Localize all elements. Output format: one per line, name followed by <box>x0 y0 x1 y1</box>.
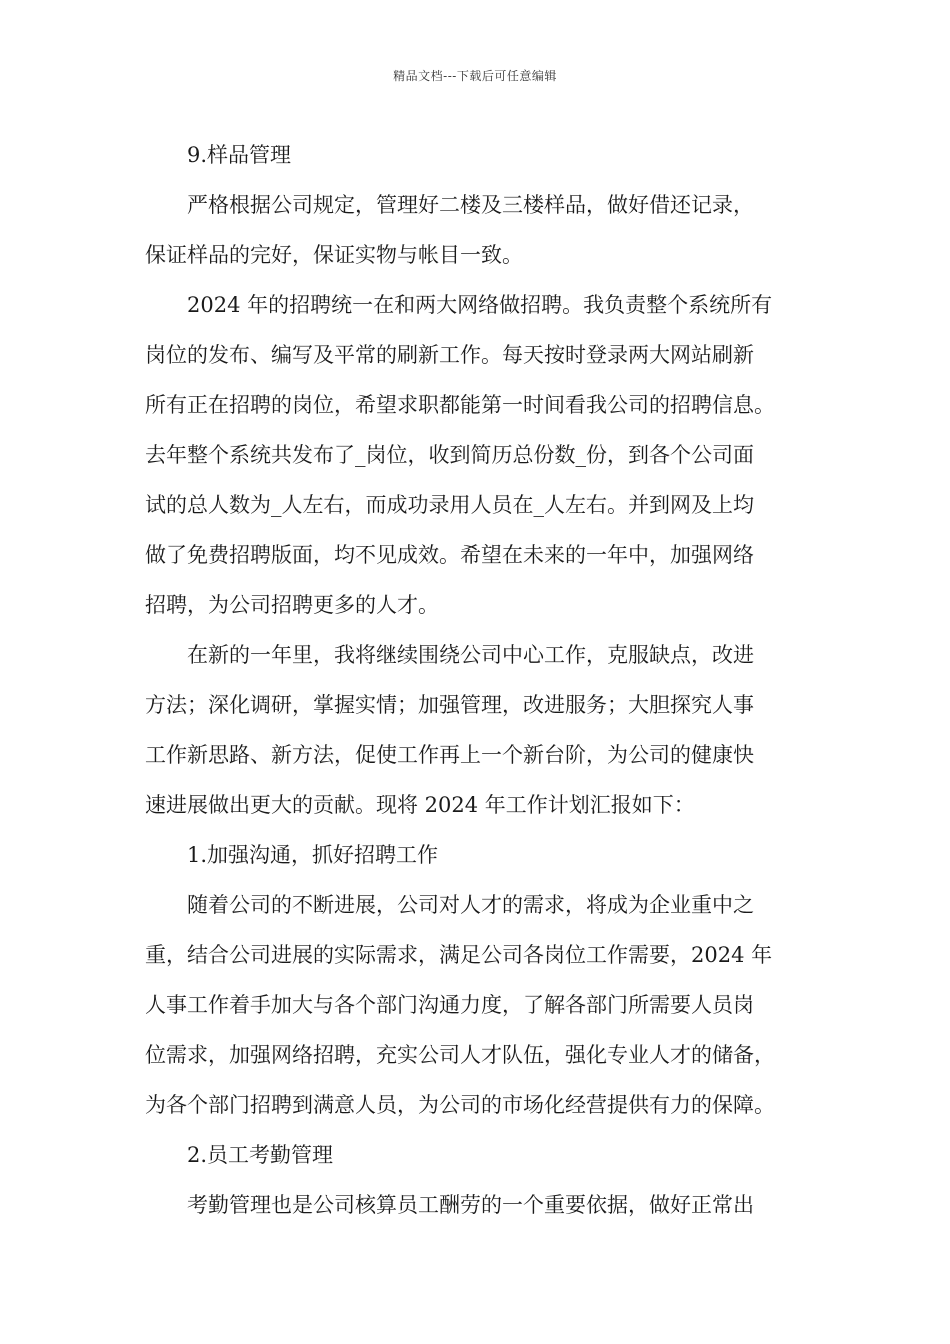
text-line: 去年整个系统共发布了_岗位，收到简历总份数_份，到各个公司面 <box>145 443 754 467</box>
paragraph <box>145 180 815 280</box>
paragraph <box>145 130 815 180</box>
section-heading: 1.加强沟通，抓好招聘工作 <box>187 843 439 867</box>
paragraph <box>145 280 815 630</box>
section-heading: 9.样品管理 <box>187 143 292 167</box>
document-body <box>145 130 815 1230</box>
text-line: 2024 年的招聘统一在和两大网络做招聘。我负责整个系统所有 <box>187 293 773 317</box>
paragraph <box>145 1130 815 1180</box>
text-line: 位需求，加强网络招聘，充实公司人才队伍，强化专业人才的储备， <box>145 1043 775 1067</box>
text-line: 岗位的发布、编写及平常的刷新工作。每天按时登录两大网站刷新 <box>145 343 754 367</box>
text-line: 保证样品的完好，保证实物与帐目一致。 <box>145 243 523 267</box>
paragraph <box>145 880 815 1130</box>
text-line: 做了免费招聘版面，均不见成效。希望在未来的一年中，加强网络 <box>145 543 754 567</box>
paragraph <box>145 630 815 830</box>
text-line: 招聘，为公司招聘更多的人才。 <box>145 593 439 617</box>
text-line: 为各个部门招聘到满意人员，为公司的市场化经营提供有力的保障。 <box>145 1093 775 1117</box>
text-line: 随着公司的不断进展，公司对人才的需求，将成为企业重中之 <box>187 893 754 917</box>
text-line: 重，结合公司进展的实际需求，满足公司各岗位工作需要，2024 年 <box>145 943 773 967</box>
paragraph <box>145 830 815 880</box>
section-heading: 2.员工考勤管理 <box>187 1143 334 1167</box>
text-line: 在新的一年里，我将继续围绕公司中心工作，克服缺点，改进 <box>187 643 754 667</box>
page-header: 精品文档---下载后可任意编辑 <box>393 69 557 83</box>
text-line: 人事工作着手加大与各个部门沟通力度，了解各部门所需要人员岗 <box>145 993 754 1017</box>
text-line: 试的总人数为_人左右，而成功录用人员在_人左右。并到网及上均 <box>145 493 754 517</box>
text-line: 考勤管理也是公司核算员工酬劳的一个重要依据，做好正常出 <box>187 1193 754 1217</box>
paragraph <box>145 1180 815 1230</box>
text-line: 所有正在招聘的岗位，希望求职都能第一时间看我公司的招聘信息。 <box>145 393 775 417</box>
text-line: 速进展做出更大的贡献。现将 2024 年工作计划汇报如下： <box>145 793 695 817</box>
text-line: 工作新思路、新方法，促使工作再上一个新台阶，为公司的健康快 <box>145 743 754 767</box>
text-line: 严格根据公司规定，管理好二楼及三楼样品，做好借还记录， <box>187 193 754 217</box>
text-line: 方法；深化调研，掌握实情；加强管理，改进服务；大胆探究人事 <box>145 693 754 717</box>
